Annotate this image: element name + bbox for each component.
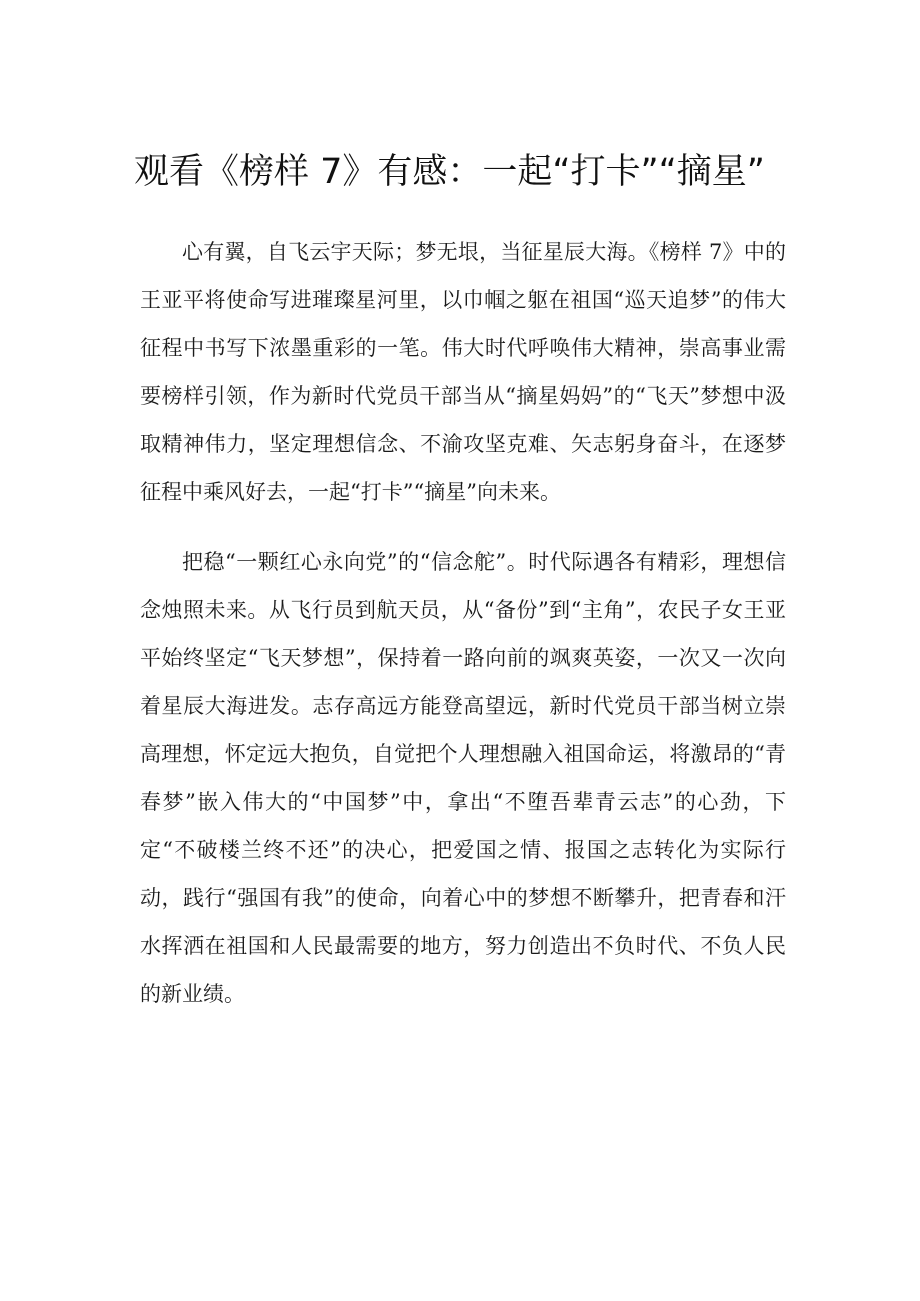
paragraph-2: 把稳“一颗红心永向党”的“信念舵”。时代际遇各有精彩，理想信念烛照未来。从飞行员到航天员，从“备份”到“主角”，农民子女王亚平始终坚定“飞天梦想”，保持着一路向前的飒爽英姿，一次又一次向着星辰大海进发。志存高远方能登高望远，新时代党员干部当树立崇高理想，怀定远大抱负，自觉把个人理想融入祖国命运，将激昂的“青春梦”嵌入伟大的“中国梦”中，拿出“不堕吾辈青云志”的心劲，下定“不破楼兰终不还”的决心，把爱国之情、报国之志转化为实际行动，践行“强国有我”的使命，向着心中的梦想不断攀升，把青春和汗水挥洒在祖国和人民最需要的地方，努力创造出不负时代、不负人民的新业绩。 xyxy=(140,550,786,1006)
document-title: 观看《榜样 7》有感：一起“打卡”“摘星” xyxy=(134,152,765,192)
paragraph-1: 心有翼，自飞云宇天际；梦无垠，当征星辰大海。《榜样 7》中的王亚平将使命写进璀璨星河里，以巾帼之躯在祖国“巡天追梦”的伟大征程中书写下浓墨重彩的一笔。伟大时代呼唤伟大精神，崇高事业需要榜样引领，作为新时代党员干部当从“摘星妈妈”的“飞天”梦想中汲取精神伟力，坚定理想信念、不渝攻坚克难、矢志躬身奋斗，在逐梦征程中乘风好去，一起“打卡”“摘星”向未来。 xyxy=(140,240,786,504)
document-body xyxy=(140,228,786,1018)
